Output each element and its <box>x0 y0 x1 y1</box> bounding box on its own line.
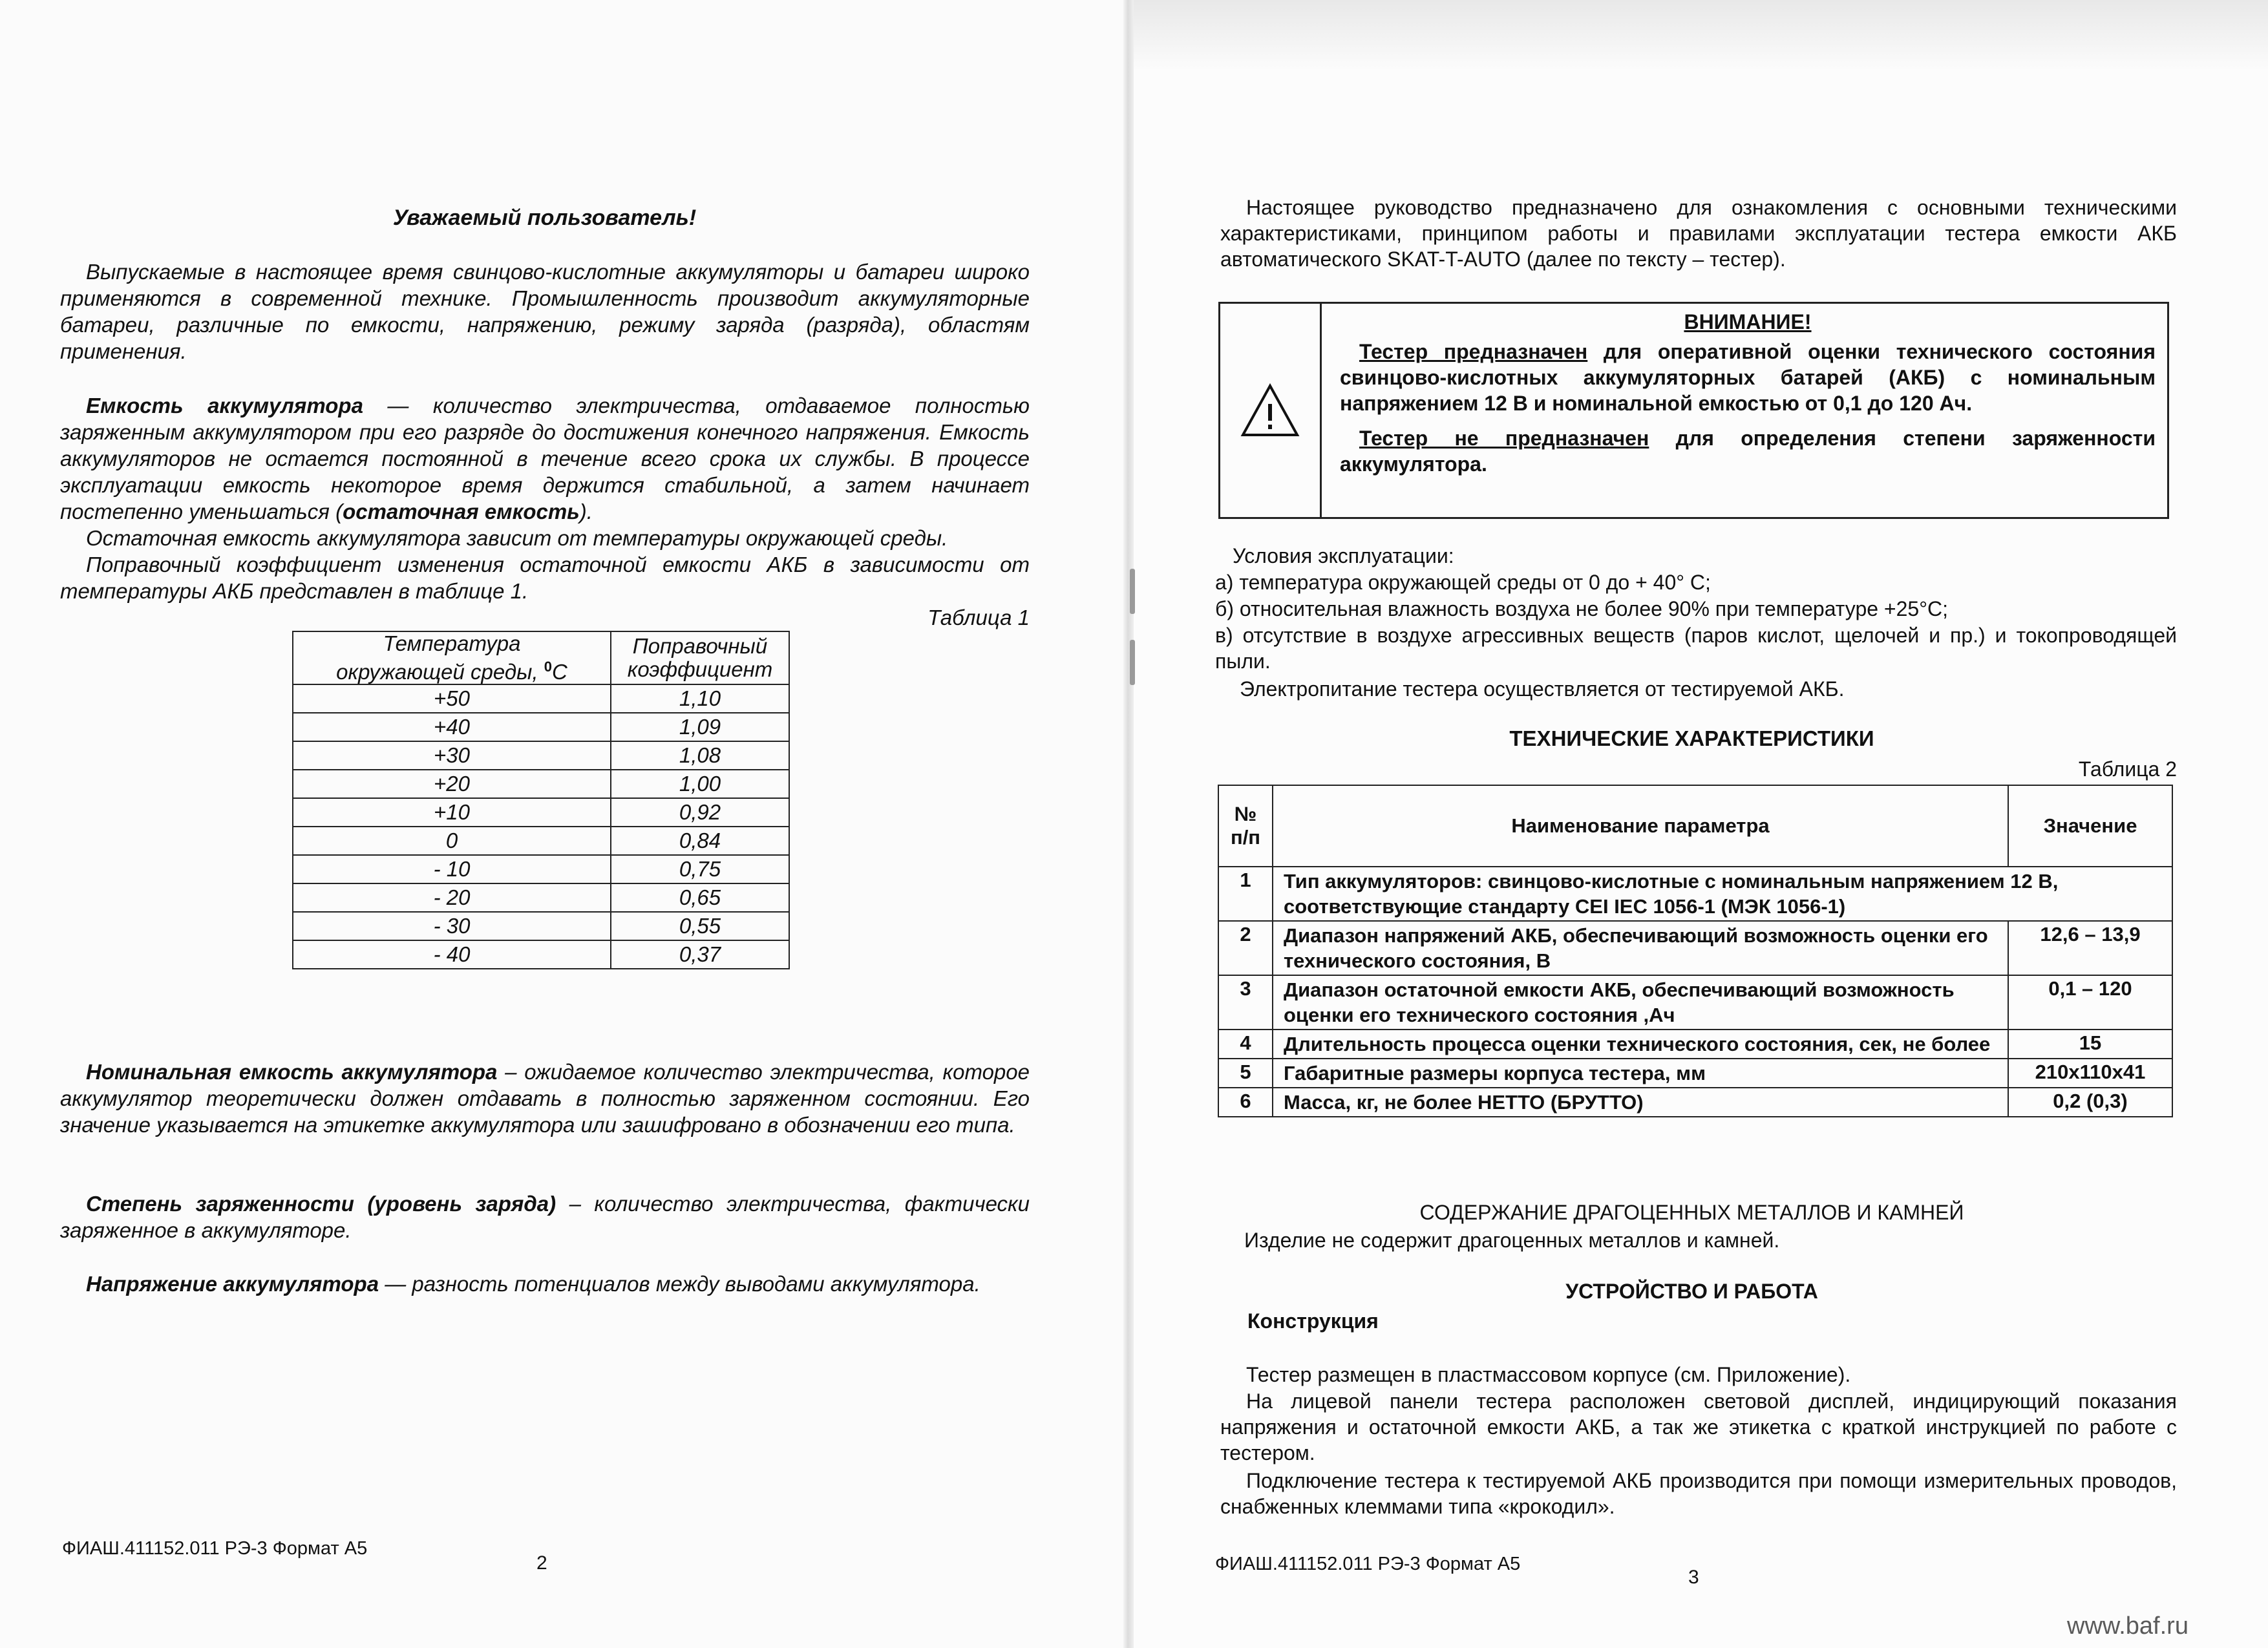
table-row <box>293 798 789 827</box>
voltage-paragraph <box>60 1271 1030 1297</box>
table1-header-temperature <box>293 631 611 684</box>
capacity-text: — количество электричества, отдаваемое полностью заряженным аккумулятором при его разряде до достижения конечного напряжения. Емкость аккумуляторов не остается постоянной в течение всего срока их службы. В процессе эксплуатации емкость некоторое время держится стабильной, а затем начинает постепенно уменьшаться ( <box>60 394 1030 523</box>
table-cell: 15 <box>2008 1030 2172 1059</box>
condition-b: б) относительная влажность воздуха не более 90% при температуре +25°С; <box>1215 597 1948 620</box>
nominal-text: – ожидаемое количество электричества, которое аккумулятор теоретически должен отдавать в полностью заряженном состоянии. Его значение указывается на этикетке аккумулятора или зашифровано в обозначении его типа. <box>60 1060 1030 1137</box>
table-cell: 0,1 – 120 <box>2008 975 2172 1030</box>
table-cell: 4 <box>1218 1030 1273 1059</box>
staple <box>1130 569 1135 614</box>
attention-line2 <box>1340 425 2156 477</box>
capacity-term: Емкость аккумулятора <box>86 394 363 417</box>
header-text: Поправочный <box>632 634 768 658</box>
table-cell: +40 <box>293 713 611 741</box>
intro-paragraph: Выпускаемые в настоящее время свинцово-кислотные аккумуляторы и батареи широко применяются в современной технике. Промышленность производит аккумуляторные батареи, различные по емкости, напряжению, режиму заряда (разряда), областям применения. <box>60 260 1030 363</box>
capacity-paragraph <box>60 392 1030 525</box>
table-cell: 2 <box>1218 921 1273 975</box>
table-cell: - 40 <box>293 940 611 969</box>
table1-header-coefficient <box>611 631 789 684</box>
header-text: коэффициент <box>627 657 773 681</box>
table-row <box>293 770 789 798</box>
table-row <box>1218 1059 2172 1088</box>
attention-box <box>1218 302 2169 519</box>
table-cell: 1 <box>1218 867 1273 921</box>
table-cell: - 20 <box>293 883 611 912</box>
attention-icon-cell <box>1220 304 1322 517</box>
table2-header-param: Наименование параметра <box>1273 785 2008 867</box>
charge-paragraph <box>60 1190 1030 1243</box>
table1 <box>292 631 790 969</box>
attention-line1 <box>1340 339 2156 416</box>
left-page-number: 2 <box>536 1552 547 1574</box>
table2 <box>1218 785 2173 1117</box>
table-row <box>293 713 789 741</box>
warning-triangle-icon <box>1240 383 1300 438</box>
charge-term: Степень заряженности (уровень заряда) <box>86 1192 556 1216</box>
construction-heading: Конструкция <box>1247 1309 1379 1333</box>
power-text: Электропитание тестера осуществляется от тестируемой АКБ. <box>1240 677 1845 701</box>
table-row <box>293 684 789 713</box>
table-row <box>293 855 789 883</box>
condition-a: а) температура окружающей среды от 0 до + 40° С; <box>1215 571 1711 594</box>
table-row <box>1218 921 2172 975</box>
table-cell: 5 <box>1218 1059 1273 1088</box>
table-cell: 210х110х41 <box>2008 1059 2172 1088</box>
page-shadow <box>1128 0 2268 71</box>
condition-c: в) отсутствие в воздухе агрессивных веществ (паров кислот, щелочей и пр.) и токопроводящей пыли. <box>1215 624 2177 673</box>
residual-paragraph: Остаточная емкость аккумулятора зависит от температуры окружающей среды. <box>86 526 948 550</box>
table-cell: Диапазон напряжений АКБ, обеспечивающий возможность оценки его технического состояния, В <box>1273 921 2008 975</box>
attention-underlined: Тестер предназначен <box>1359 340 1588 363</box>
nominal-paragraph <box>60 1059 1030 1138</box>
table-cell: 0,65 <box>611 883 789 912</box>
coef-paragraph: Поправочный коэффициент изменения остаточной емкости АКБ в зависимости от температуры АКБ представлен в таблице 1. <box>60 553 1030 603</box>
table-cell: - 30 <box>293 912 611 940</box>
table-cell: 0,2 (0,3) <box>2008 1088 2172 1117</box>
table-row <box>293 940 789 969</box>
table-cell: +20 <box>293 770 611 798</box>
device-heading: УСТРОЙСТВО И РАБОТА <box>1565 1280 1818 1303</box>
tech-heading: ТЕХНИЧЕСКИЕ ХАРАКТЕРИСТИКИ <box>1509 726 1874 750</box>
attention-underlined: Тестер не предназначен <box>1359 427 1649 450</box>
table-row <box>293 741 789 770</box>
left-footer: ФИАШ.411152.011 РЭ-3 Формат А5 <box>62 1538 368 1559</box>
table-cell: Тип аккумуляторов: свинцово-кислотные с номинальным напряжением 12 В, соответствующие стандарту CEI IEC 1056-1 (МЭК 1056-1) <box>1273 867 2172 921</box>
charge-text: – количество электричества, фактически заряженное в аккумуляторе. <box>60 1192 1030 1242</box>
table-cell: Габаритные размеры корпуса тестера, мм <box>1273 1059 2008 1088</box>
table2-header-value: Значение <box>2008 785 2172 867</box>
staple <box>1130 640 1135 685</box>
table-cell: - 10 <box>293 855 611 883</box>
capacity-close: ). <box>579 500 593 523</box>
table-row <box>293 912 789 940</box>
attention-title: ВНИМАНИЕ! <box>1684 310 1812 333</box>
left-heading: Уважаемый пользователь! <box>392 206 697 230</box>
construction-p2: На лицевой панели тестера расположен световой дисплей, индицирующий показания напряжения и остаточной емкости АКБ, а так же этикетка с краткой инструкцией по работе с тестером. <box>1220 1389 2177 1464</box>
attention-content <box>1322 304 2167 517</box>
residual-term: остаточная емкость <box>343 500 580 523</box>
right-page-number: 3 <box>1688 1567 1699 1588</box>
header-text: Температура <box>383 631 521 655</box>
table-cell: 0,75 <box>611 855 789 883</box>
attention-text: для оперативной оценки технического состояния свинцово-кислотных аккумуляторных батарей (АКБ) с номинальным напряжением 12 В и номинальной емкостью от 0,1 до 120 Ач. <box>1340 340 2156 415</box>
metals-heading: СОДЕРЖАНИЕ ДРАГОЦЕННЫХ МЕТАЛЛОВ И КАМНЕЙ <box>1419 1201 1964 1224</box>
table-cell: 0,37 <box>611 940 789 969</box>
right-footer: ФИАШ.411152.011 РЭ-3 Формат А5 <box>1215 1554 1521 1574</box>
metals-text: Изделие не содержит драгоценных металлов и камней. <box>1244 1229 1780 1252</box>
table-cell: 6 <box>1218 1088 1273 1117</box>
attention-text: для определения степени заряженности аккумулятора. <box>1340 427 2156 476</box>
table-cell: 0,55 <box>611 912 789 940</box>
conditions-title: Условия эксплуатации: <box>1233 544 1454 567</box>
nominal-term: Номинальная емкость аккумулятора <box>86 1060 498 1084</box>
table-row <box>1218 867 2172 921</box>
table-cell: 1,09 <box>611 713 789 741</box>
table-cell: 1,10 <box>611 684 789 713</box>
table-cell: +10 <box>293 798 611 827</box>
degree-sup: 0 <box>544 659 552 675</box>
table-cell: +30 <box>293 741 611 770</box>
table-row <box>1218 1088 2172 1117</box>
table-cell: 0,84 <box>611 827 789 855</box>
table-cell: 1,00 <box>611 770 789 798</box>
table-cell: Масса, кг, не более НЕТТО (БРУТТО) <box>1273 1088 2008 1117</box>
right-intro: Настоящее руководство предназначено для ознакомления с основными техническими характеристиками, принципом работы и правилами эксплуатации тестера емкости АКБ автоматического SKAT-T-AUTO (далее по тексту – тестер). <box>1220 196 2177 271</box>
table-row <box>1218 1030 2172 1059</box>
watermark: www.baf.ru <box>2067 1612 2189 1640</box>
table-cell: Длительность процесса оценки технического состояния, сек, не более <box>1273 1030 2008 1059</box>
table-cell: Диапазон остаточной емкости АКБ, обеспечивающий возможность оценки его технического состояния ,Ач <box>1273 975 2008 1030</box>
voltage-text: — разность потенциалов между выводами аккумулятора. <box>379 1272 980 1296</box>
table-row <box>293 883 789 912</box>
table-cell: 0 <box>293 827 611 855</box>
table-row <box>293 827 789 855</box>
table2-caption: Таблица 2 <box>2078 757 2177 781</box>
unit-text: C <box>552 660 567 684</box>
table-row <box>1218 975 2172 1030</box>
table1-caption: Таблица 1 <box>927 606 1030 629</box>
voltage-term: Напряжение аккумулятора <box>86 1272 379 1296</box>
table2-header-num: № п/п <box>1218 785 1273 867</box>
table-cell: 3 <box>1218 975 1273 1030</box>
table-cell: 12,6 – 13,9 <box>2008 921 2172 975</box>
page-fold <box>1123 0 1134 1648</box>
table-cell: 0,92 <box>611 798 789 827</box>
table-cell: +50 <box>293 684 611 713</box>
header-text: окружающей среды, <box>336 660 538 684</box>
construction-p3: Подключение тестера к тестируемой АКБ производится при помощи измерительных проводов, снабженных клеммами типа «крокодил». <box>1220 1469 2177 1518</box>
table-cell: 1,08 <box>611 741 789 770</box>
construction-p1: Тестер размещен в пластмассовом корпусе (см. Приложение). <box>1246 1363 1851 1386</box>
